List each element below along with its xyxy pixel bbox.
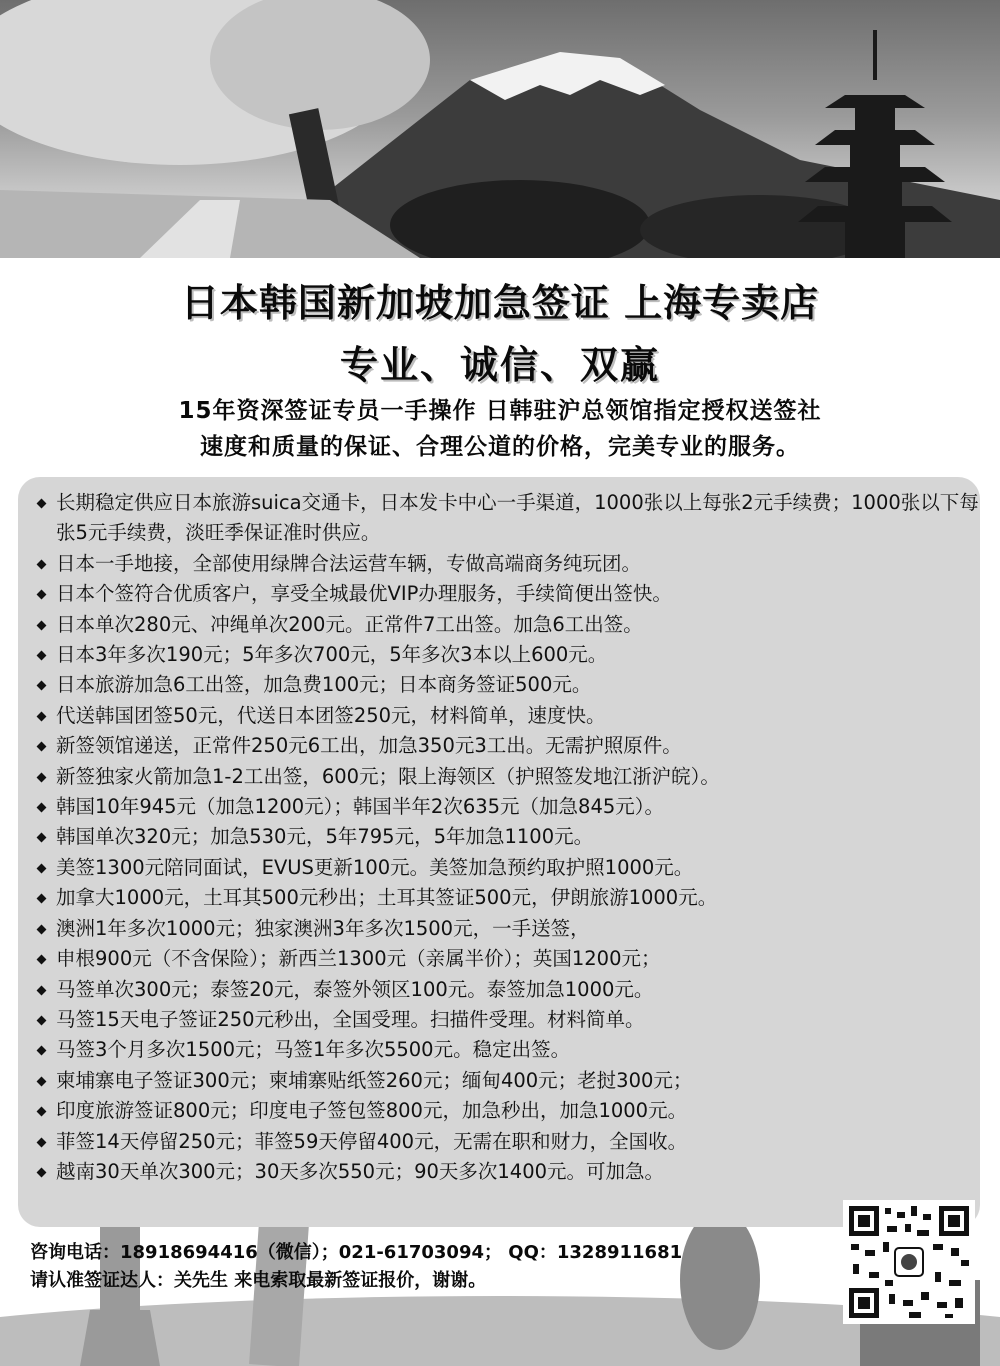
service-item-text: 代送韩国团签50元，代送日本团签250元，材料简单，速度快。	[56, 703, 606, 727]
service-item-text: 美签1300元陪同面试，EVUS更新100元。美签加急预约取护照1000元。	[56, 855, 694, 879]
service-item-text: 韩国单次320元；加急530元，5年795元，5年加急1100元。	[56, 825, 594, 849]
diamond-bullet-icon	[37, 803, 47, 813]
qr-code-icon	[845, 1202, 973, 1322]
main-title: 日本韩国新加坡加急签证 上海专卖店	[180, 281, 820, 325]
diamond-bullet-icon	[37, 559, 47, 569]
service-list	[36, 488, 986, 1187]
service-item	[36, 701, 986, 731]
service-item-text: 长期稳定供应日本旅游suica交通卡，日本发卡中心一手渠道，1000张以上每张2元手续费；1000张以下每张5元手续费，淡旺季保证准时供应。	[56, 491, 979, 545]
service-item	[36, 1066, 986, 1096]
diamond-bullet-icon	[37, 590, 47, 600]
service-item	[36, 762, 986, 792]
service-item	[36, 914, 986, 944]
diamond-bullet-icon	[37, 1137, 47, 1147]
service-item	[36, 792, 986, 822]
service-item	[36, 975, 986, 1005]
diamond-bullet-icon	[37, 620, 47, 630]
snow-cap-shape	[470, 52, 665, 100]
merlion-landmark	[680, 1210, 760, 1350]
service-item	[36, 1096, 986, 1126]
service-item-text: 韩国10年945元（加急1200元）；韩国半年2次635元（加急845元）。	[56, 795, 665, 819]
service-item-text: 日本个签符合优质客户，享受全城最优VIP办理服务，手续简便出签快。	[56, 582, 672, 606]
service-item	[36, 549, 986, 579]
service-item	[36, 944, 986, 974]
service-item	[36, 1035, 986, 1065]
diamond-bullet-icon	[37, 924, 47, 934]
diamond-bullet-icon	[37, 833, 47, 843]
diamond-bullet-icon	[37, 1015, 47, 1025]
subtitle-line-1: 15年资深签证专员一手操作 日韩驻沪总领馆指定授权送签社	[178, 398, 822, 424]
diamond-bullet-icon	[37, 1107, 47, 1117]
service-item-text: 印度旅游签证800元；印度电子签包签800元，加急秒出，加急1000元。	[56, 1099, 688, 1123]
diamond-bullet-icon	[37, 1076, 47, 1086]
diamond-bullet-icon	[37, 1046, 47, 1056]
service-item-text: 日本一手地接，全部使用绿牌合法运营车辆，专做高端商务纯玩团。	[56, 551, 642, 575]
service-item	[36, 822, 986, 852]
diamond-bullet-icon	[37, 772, 47, 782]
service-item-text: 马签单次300元；泰签20元，泰签外领区100元。泰签加急1000元。	[56, 977, 654, 1001]
service-item-text: 日本单次280元、冲绳单次200元。正常件7工出签。加急6工出签。	[56, 612, 643, 636]
diamond-bullet-icon	[37, 681, 47, 691]
diamond-bullet-icon	[37, 894, 47, 904]
service-item	[36, 731, 986, 761]
diamond-bullet-icon	[37, 711, 47, 721]
service-item-text: 马签15天电子签证250元秒出，全国受理。扫描件受理。材料简单。	[56, 1007, 645, 1031]
diamond-bullet-icon	[37, 863, 47, 873]
service-item	[36, 579, 986, 609]
diamond-bullet-icon	[37, 955, 47, 965]
service-item	[36, 488, 986, 549]
landscape-illustration	[0, 0, 1000, 258]
service-item-text: 加拿大1000元，土耳其500元秒出；土耳其签证500元，伊朗旅游1000元。	[56, 886, 718, 910]
diamond-bullet-icon	[37, 985, 47, 995]
service-item	[36, 610, 986, 640]
service-item-text: 柬埔寨电子签证300元；柬埔寨贴纸签260元；缅甸400元；老挝300元；	[56, 1068, 693, 1092]
header-photo-banner	[0, 0, 1000, 258]
qr-code	[843, 1200, 975, 1324]
diamond-bullet-icon	[37, 499, 47, 509]
service-item	[36, 1127, 986, 1157]
service-item-text: 澳洲1年多次1000元；独家澳洲3年多次1500元，一手送签，	[56, 916, 590, 940]
service-item-text: 新签独家火箭加急1-2工出签，600元；限上海领区（护照签发地江浙沪皖）。	[56, 764, 720, 788]
service-item-text: 日本3年多次190元；5年多次700元，5年多次3本以上600元。	[56, 643, 608, 667]
service-item-text: 马签3个月多次1500元；马签1年多次5500元。稳定出签。	[56, 1038, 571, 1062]
contact-phone-line: 咨询电话：18918694416（微信）；021-61703094； QQ：1328911681	[30, 1242, 683, 1263]
service-item-text: 新签领馆递送，正常件250元6工出，加急350元3工出。无需护照原件。	[56, 734, 682, 758]
slogan: 专业、诚信、双赢	[339, 343, 660, 387]
diamond-bullet-icon	[37, 742, 47, 752]
service-item-text: 越南30天单次300元；30天多次550元；90天多次1400元。可加急。	[56, 1159, 665, 1183]
service-item	[36, 883, 986, 913]
service-item	[36, 670, 986, 700]
service-item	[36, 853, 986, 883]
service-item	[36, 1005, 986, 1035]
service-item-text: 申根900元（不含保险）；新西兰1300元（亲属半价）；英国1200元；	[56, 947, 661, 971]
subtitle-line-2: 速度和质量的保证、合理公道的价格，完美专业的服务。	[200, 434, 800, 460]
service-item	[36, 640, 986, 670]
service-item	[36, 1157, 986, 1187]
diamond-bullet-icon	[37, 1167, 47, 1177]
diamond-bullet-icon	[37, 651, 47, 661]
service-item-text: 菲签14天停留250元；菲签59天停留400元，无需在职和财力，全国收。	[56, 1129, 688, 1153]
contact-name-line: 请认准签证达人：关先生 来电索取最新签证报价，谢谢。	[30, 1270, 487, 1291]
service-item-text: 日本旅游加急6工出签，加急费100元；日本商务签证500元。	[56, 673, 592, 697]
